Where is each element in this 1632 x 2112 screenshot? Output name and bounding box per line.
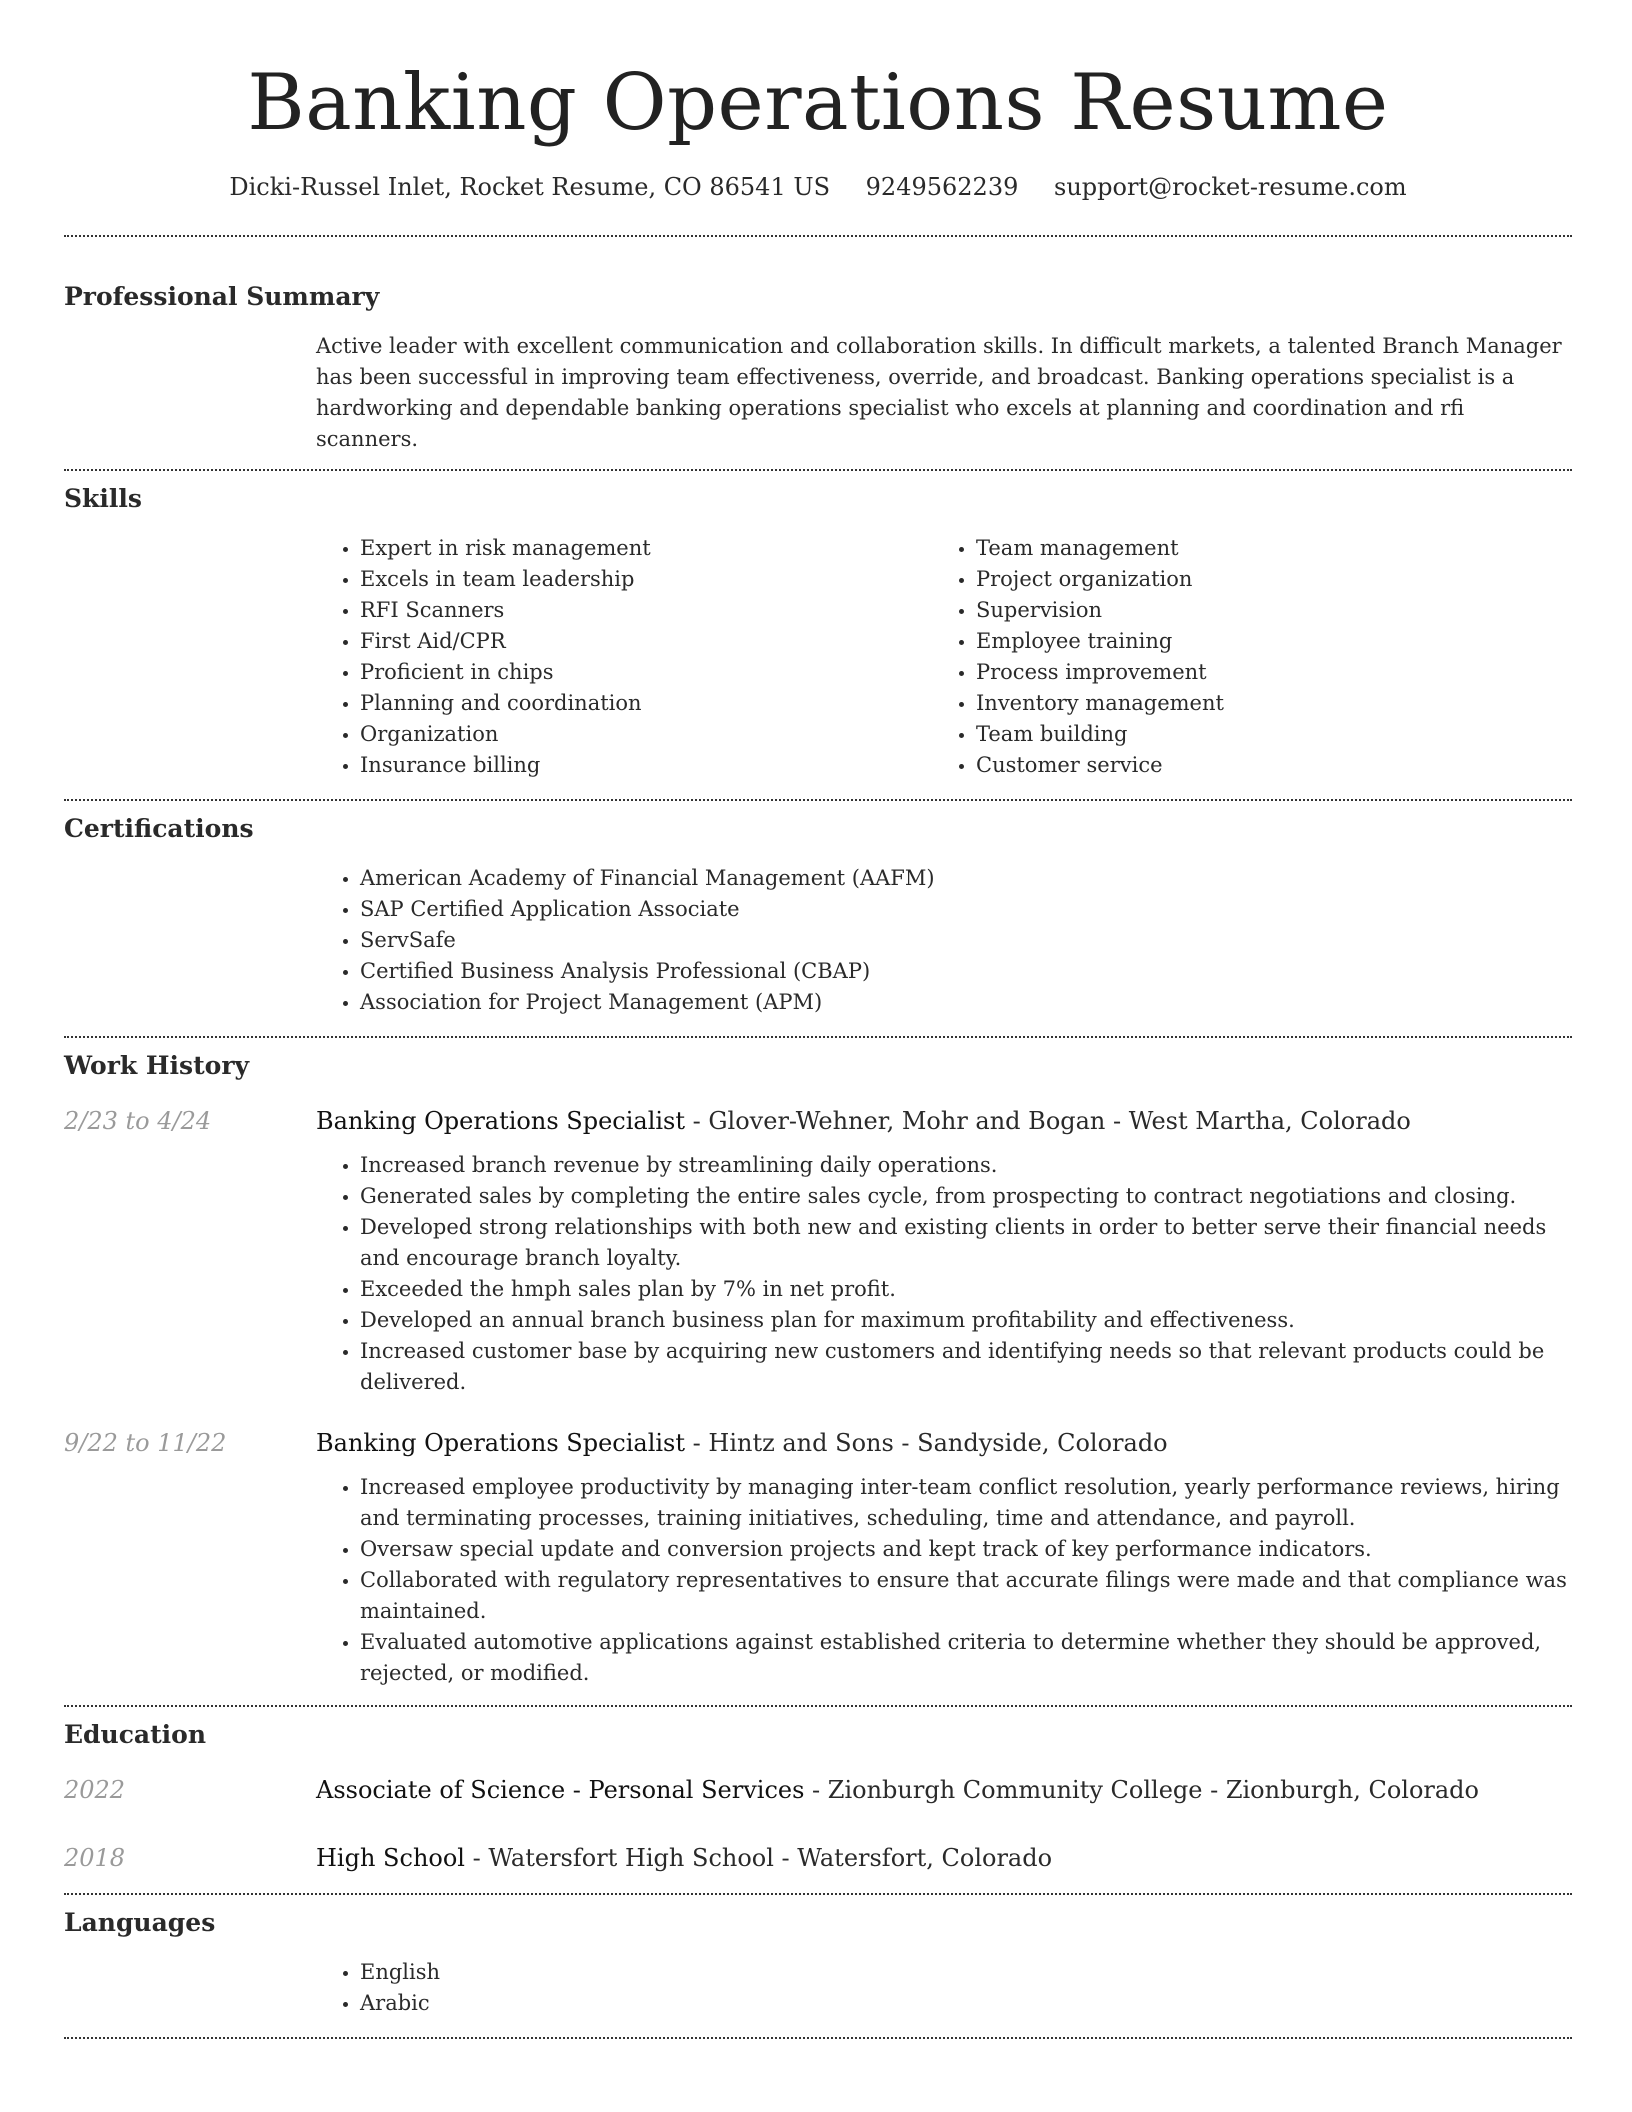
- language-item: • English: [360, 1957, 1572, 1988]
- job-date: 2/23 to 4/24: [64, 1107, 212, 1135]
- job-entry: [64, 1426, 1572, 1689]
- job-details: - Hintz and Sons - Sandyside, Colorado: [685, 1429, 1168, 1457]
- job-title: Banking Operations Specialist: [316, 1429, 686, 1457]
- job-heading: [316, 1104, 1411, 1138]
- skill-item: • Process improvement: [976, 657, 1548, 688]
- job-bullet: • Exceeded the hmph sales plan by 7% in net profit.: [360, 1274, 1572, 1305]
- divider: [64, 235, 1572, 237]
- skill-item: • RFI Scanners: [360, 595, 932, 626]
- skill-item: • Team management: [976, 533, 1548, 564]
- degree: High School: [316, 1844, 465, 1872]
- skill-item: • Supervision: [976, 595, 1548, 626]
- skill-item: • Inventory management: [976, 688, 1548, 719]
- job-bullet: • Collaborated with regulatory representatives to ensure that accurate filings were made and that compliance was maintained.: [360, 1565, 1572, 1627]
- education-date: 2018: [64, 1844, 126, 1872]
- skill-item: • Customer service: [976, 750, 1548, 781]
- skill-item: • First Aid/CPR: [360, 626, 932, 657]
- skills-section: [64, 483, 1572, 781]
- skill-item: • Expert in risk management: [360, 533, 932, 564]
- job-details: - Glover-Wehner, Mohr and Bogan - West Martha, Colorado: [685, 1107, 1411, 1135]
- job-bullets: [316, 1150, 1572, 1398]
- school-details: - Watersfort High School - Watersfort, Colorado: [464, 1844, 1053, 1872]
- section-heading: Professional Summary: [64, 282, 380, 311]
- skill-item: • Proficient in chips: [360, 657, 932, 688]
- skills-list-left: [316, 533, 932, 781]
- contact-line: [64, 171, 1572, 203]
- section-heading: Education: [64, 1720, 207, 1749]
- address: Dicki-Russel Inlet, Rocket Resume, CO 86541 US: [229, 173, 831, 201]
- job-bullet: • Increased branch revenue by streamlining daily operations.: [360, 1150, 1572, 1181]
- skills-list-right: [932, 533, 1548, 781]
- degree: Associate of Science - Personal Services: [316, 1776, 805, 1804]
- section-heading: Work History: [64, 1051, 250, 1080]
- job-bullets: [316, 1472, 1572, 1689]
- job-bullet: • Oversaw special update and conversion projects and kept track of key performance indicators.: [360, 1534, 1572, 1565]
- divider: [64, 1705, 1572, 1707]
- job-title: Banking Operations Specialist: [316, 1107, 686, 1135]
- summary-text: Active leader with excellent communication and collaboration skills. In difficult markets, a talented Branch Manager has been successful in improving team effectiveness, override, and broadcast. Banking operations specialist is a hardworking and dependable banking operations specialist who excels at planning and coordination and rfi scanners.: [316, 334, 1562, 451]
- education-entry: [64, 1841, 1572, 1875]
- divider: [64, 799, 1572, 801]
- education-heading: [316, 1841, 1052, 1875]
- certifications-section: [64, 813, 1572, 1018]
- language-item: • Arabic: [360, 1988, 1572, 2019]
- languages-section: [64, 1907, 1572, 2019]
- education-date: 2022: [64, 1776, 126, 1804]
- education-heading: [316, 1773, 1479, 1807]
- section-heading: Skills: [64, 484, 142, 513]
- work-history-section: [64, 1050, 1572, 1689]
- job-entry: [64, 1104, 1572, 1398]
- resume-page: [64, 0, 1572, 2039]
- summary-section: [64, 281, 1572, 455]
- job-bullet: • Evaluated automotive applications against established criteria to determine whether they should be approved, rejected, or modified.: [360, 1627, 1572, 1689]
- education-section: [64, 1719, 1572, 1875]
- job-heading: [316, 1426, 1168, 1460]
- skill-item: • Employee training: [976, 626, 1548, 657]
- certification-item: • American Academy of Financial Management (AAFM): [360, 863, 1572, 894]
- certification-item: • SAP Certified Application Associate: [360, 894, 1572, 925]
- skill-item: • Team building: [976, 719, 1548, 750]
- education-entry: [64, 1773, 1572, 1807]
- skill-item: • Planning and coordination: [360, 688, 932, 719]
- job-bullet: • Increased employee productivity by managing inter-team conflict resolution, yearly performance reviews, hiring and terminating processes, training initiatives, scheduling, time and attendance, and payroll.: [360, 1472, 1572, 1534]
- skill-item: • Insurance billing: [360, 750, 932, 781]
- divider: [64, 1893, 1572, 1895]
- skill-item: • Excels in team leadership: [360, 564, 932, 595]
- divider: [64, 469, 1572, 471]
- skill-item: • Organization: [360, 719, 932, 750]
- job-bullet: • Developed an annual branch business plan for maximum profitability and effectiveness.: [360, 1305, 1572, 1336]
- email: support@rocket-resume.com: [1054, 173, 1407, 201]
- languages-list: [316, 1957, 1572, 2019]
- divider: [64, 2037, 1572, 2039]
- job-bullet: • Developed strong relationships with both new and existing clients in order to better serve their financial needs and encourage branch loyalty.: [360, 1212, 1572, 1274]
- phone: 9249562239: [865, 173, 1019, 201]
- job-bullet: • Increased customer base by acquiring new customers and identifying needs so that relevant products could be delivered.: [360, 1336, 1572, 1398]
- divider: [64, 1036, 1572, 1038]
- certifications-list: [316, 863, 1572, 1018]
- job-bullet: • Generated sales by completing the entire sales cycle, from prospecting to contract negotiations and closing.: [360, 1181, 1572, 1212]
- school-details: - Zionburgh Community College - Zionburgh, Colorado: [804, 1776, 1479, 1804]
- section-heading: Certifications: [64, 814, 254, 843]
- skill-item: • Project organization: [976, 564, 1548, 595]
- certification-item: • Certified Business Analysis Professional (CBAP): [360, 956, 1572, 987]
- resume-title: Banking Operations Resume: [247, 58, 1389, 148]
- certification-item: • Association for Project Management (APM): [360, 987, 1572, 1018]
- certification-item: • ServSafe: [360, 925, 1572, 956]
- section-heading: Languages: [64, 1908, 216, 1937]
- job-date: 9/22 to 11/22: [64, 1429, 227, 1457]
